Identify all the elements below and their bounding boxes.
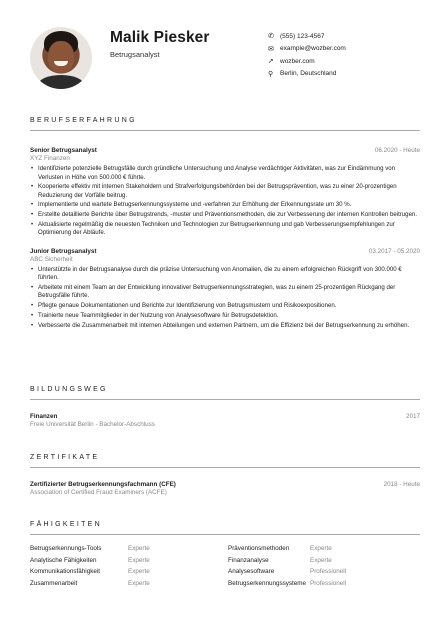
job-dates: 03.2017 - 05.2020 xyxy=(368,247,420,255)
contact-phone xyxy=(268,30,346,43)
candidate-title: Betrugsanalyst xyxy=(110,50,160,59)
list-item: • Verbesserte die Zusammenarbeit mit internen Abteilungen und externen Partnern, um die Effizienz bei der Betrugserkennung zu erhöhen. xyxy=(30,322,420,331)
skill-level: Experte xyxy=(310,556,332,564)
skill-name: Präventionsmethoden xyxy=(228,545,290,552)
contact-list xyxy=(268,30,346,80)
experience-section xyxy=(30,117,420,331)
list-item: • Identifizierte potenzielle Betrugsfälle durch gründliche Untersuchung und Analyse verdächtiger Aktivitäten, was zur Eindämmung von Verlusten in Höhe von 500.000 € führte. xyxy=(30,165,420,182)
skill-name: Kommunikationsfähigkeit xyxy=(30,568,101,575)
section-title: BERUFSERFAHRUNG xyxy=(30,117,420,131)
education-detail: Freie Universität Berlin - Bachelor-Abschluss xyxy=(30,421,155,428)
list-item: • Arbeitete mit einem Team an der Entwicklung innovativer Betrugserkennungsstrategien, was zu einem 25-prozentigen Rückgang der Betrugsfälle führte. xyxy=(30,284,420,301)
job-entry xyxy=(30,147,420,238)
skills-section xyxy=(30,521,420,587)
education-entry xyxy=(30,413,420,428)
list-item: • Trainierte neue Teammitglieder in der Nutzung von Analysesoftware für Betrugsdetektion. xyxy=(30,312,420,321)
skill-level: Experte xyxy=(128,579,150,587)
list-item: • Unterstützte in der Betrugsanalyse durch die präzise Untersuchung von Anomalien, die zu einem erfolgreichen Rückgriff von 300.000 € führten. xyxy=(30,266,420,283)
skill-name: Finanzanalyse xyxy=(228,556,269,564)
skill-name: Betrugserkennungssysteme xyxy=(228,579,307,587)
skill-level: Professionell xyxy=(310,579,347,587)
contact-website[interactable] xyxy=(268,55,346,68)
education-year: 2017 xyxy=(405,413,420,420)
education-field: Finanzen xyxy=(30,413,58,420)
website-icon: ➚ xyxy=(268,58,274,66)
skill-level: Professionell xyxy=(310,568,347,575)
job-dates: 06.2020 - Heute xyxy=(374,147,420,154)
candidate-name: Malik Piesker xyxy=(110,29,210,46)
skill-name: Analytische Fähigkeiten xyxy=(30,556,97,564)
contact-text[interactable]: example@wozber.com xyxy=(280,45,346,53)
email-icon: ✉ xyxy=(268,45,274,53)
skill-level: Experte xyxy=(128,568,150,575)
job-entry xyxy=(30,248,420,330)
contact-text: (555) 123-4567 xyxy=(280,32,325,40)
contact-text[interactable]: wozber.com xyxy=(280,57,315,65)
resume-header xyxy=(0,0,448,100)
certificate-dates: 2018 - Heute xyxy=(383,481,420,488)
contact-location xyxy=(268,68,346,81)
job-company: ABC Sicherheit xyxy=(30,255,73,263)
job-bullets xyxy=(30,165,420,238)
job-role: Senior Betrugsanalyst xyxy=(30,147,97,154)
skill-name: Analysesoftware xyxy=(228,568,275,575)
certificate-issuer: Association of Certified Fraud Examiners (ACFE) xyxy=(30,489,167,496)
section-title: ZERTIFIKATE xyxy=(30,454,420,468)
list-item: • Aktualisierte regelmäßig die neuesten Techniken und Technologien zur Betrugserkennung und gab Verbesserungsempfehlungen zur Optimierung der Abläufe. xyxy=(30,221,420,238)
skill-level: Experte xyxy=(128,545,150,552)
education-section xyxy=(30,386,420,428)
certificates-section xyxy=(30,454,420,496)
skill-name: Betrugserkennungs-Tools xyxy=(30,545,102,552)
certificate-name: Zertifizierter Betrugserkennungsfachmann (CFE) xyxy=(30,481,176,488)
section-title: FÄHIGKEITEN xyxy=(30,521,420,535)
job-role: Junior Betrugsanalyst xyxy=(30,247,97,255)
certificate-entry xyxy=(30,481,420,496)
skill-name: Zusammenarbeit xyxy=(30,579,78,587)
list-item: • Erstellte detaillierte Berichte über Betrugstrends, -muster und Präventionsmethoden, die zur Verbesserung der internen Kontrollen beitrugen. xyxy=(30,211,420,220)
location-icon: ⚲ xyxy=(268,70,274,78)
contact-text: Berlin, Deutschland xyxy=(280,70,337,78)
list-item: • Kooperierte effektiv mit internen Stakeholdern und Strafverfolgungsbehörden bei der Betrugsprävention, was zu einer 20-prozentigen Reduzierung der Vorfälle beitrug. xyxy=(30,183,420,200)
job-company: XYZ Finanzen xyxy=(30,155,70,162)
skills-grid xyxy=(30,545,420,587)
list-item: • Implementierte und wartete Betrugserkennungssysteme und -verfahren zur Erhöhung der Erkennungsrate um 30 %. xyxy=(30,201,420,210)
contact-email[interactable] xyxy=(268,43,346,56)
list-item: • Pflegte genaue Dokumentationen und Berichte zur Identifizierung von Betrugsmustern und Risikoexpositionen. xyxy=(30,302,420,311)
skill-level: Experte xyxy=(128,556,150,564)
skill-level: Experte xyxy=(310,545,332,552)
phone-icon: ✆ xyxy=(268,33,274,41)
avatar xyxy=(30,27,92,89)
section-title: BILDUNGSWEG xyxy=(30,386,420,400)
job-bullets xyxy=(30,266,420,330)
